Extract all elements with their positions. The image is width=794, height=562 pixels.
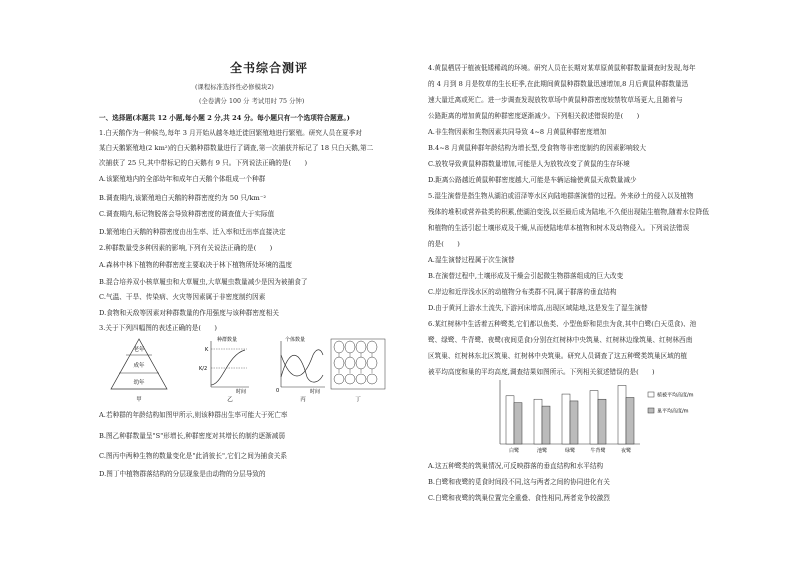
question-line: 6.某红树林中生活着五种鹭类,它们都以鱼类、小型鱼虾和昆虫为食,其中白鹭(白天觅食)、池	[428, 320, 697, 328]
figure-label-yi: 乙	[227, 397, 233, 403]
option-line: C.放牧导致黄鼠种群数量增加,可能是人为放牧改变了黄鼠的生存环境	[428, 160, 630, 168]
bar-vegetation-4	[618, 385, 626, 444]
s-curve-figure	[199, 336, 249, 403]
bing-xlabel: 时间	[310, 389, 321, 395]
question-line: 4.黄鼠栖居于植被低矮稀疏的环境。研究人员在长期对某草原黄鼠种群数量调查时发现,每年	[428, 64, 696, 72]
option-line: C.白鹭和夜鹭的筑巢位置完全重叠、食性相同,两者竞争较激烈	[428, 494, 610, 502]
s-curve-ylabel: 种群数量	[217, 337, 238, 343]
question-line: 和植物的生活引起土壤形成及干燥,从而使陆地草本植物和树木及动物侵入。下列说法错误	[428, 224, 690, 232]
bar-nest-4	[626, 398, 634, 445]
option-line: A.非生物因素和生物因素共同导致 4~8 月黄鼠种群密度增加	[428, 128, 607, 136]
legend-label-nest: 巢平均高度/m	[657, 408, 689, 415]
option-line: C.图丙中两种生物的数量变化是"此消彼长",它们之间为捕食关系	[99, 452, 288, 460]
k-label: K	[205, 347, 209, 353]
x-tick-label: 池鹭	[536, 448, 548, 454]
question-line: 残体的堆积或营养盐类的积累,使湖泊变浅,以至最后成为陆地,不久便出现陆生植物,随着水位降低	[428, 208, 709, 216]
option-line: A.若种群的年龄结构如图甲所示,则该种群出生率可能大于死亡率	[99, 411, 288, 419]
option-line: D.食物和天敌等因素对种群数量的作用强度与该种群密度相关	[99, 309, 279, 317]
option-line: B.调查期内,该繁殖地白天鹅的种群密度约为 50 只/km⁻²	[99, 194, 267, 202]
option-line: C.调查期内,标记物脱落会导致种群密度的调查值大于实际值	[99, 210, 275, 218]
heron-nest-bar-chart	[488, 378, 728, 456]
predator-prey-figure	[276, 336, 325, 403]
question-line: 的 4 月到 8 月是牧草的生长旺季,在此期间黄鼠种群数量迅速增加,8 月后黄鼠种群数量迅	[428, 80, 689, 88]
question-line: 某白天鹅繁殖地(2 km²)的白天鹅种群数量进行了调查,第一次捕获并标记了 18 只白天鹅,第二	[99, 144, 374, 152]
exam-meta: (全卷满分 100 分 考试用时 75 分钟)	[199, 98, 305, 105]
bar-nest-3	[598, 399, 606, 444]
question-line: 2.种群数量受多种因素的影响,下列有关说法正确的是( )	[99, 244, 273, 252]
question-line: 5.湿生演替是指生物从湖泊或沼泽等水区向陆地群落演替的过程。外来砂土的侵入以及植物	[428, 192, 694, 200]
option-line: D.距离公路越近黄鼠种群密度越大,可能是车辆运输使黄鼠天敌数量减少	[428, 176, 637, 184]
question-line: 的是( )	[428, 240, 460, 248]
question-line: 公路距离的增加黄鼠的种群密度逐渐减少。下列相关叙述错误的是( )	[428, 112, 640, 120]
question-line: 区筑巢、红树林东北区筑巢、红树林中央筑巢。研究人员调查了这五种鹭类筑巢区域的植	[428, 352, 688, 360]
legend-swatch-nest	[648, 408, 654, 413]
section-heading: 一、选择题(本题共 12 小题,每小题 2 分,共 24 分。每小题只有一个选项符合题意。)	[99, 114, 350, 122]
figure-label-jia: 甲	[136, 397, 142, 403]
option-line: A.森林中林下植物的种群密度主要取决于林下植物所处环境的温度	[99, 261, 292, 269]
bar-vegetation-2	[562, 394, 570, 444]
option-line: A.这五种鹭类的筑巢情况,可反映群落的垂直结构和水平结构	[428, 462, 604, 470]
figure-label-ding: 丁	[355, 397, 361, 403]
age-pyramid-figure	[111, 339, 167, 403]
page-title: 全书综合测评	[230, 61, 309, 75]
origin-label: 0	[276, 388, 280, 394]
bar-vegetation-1	[534, 399, 542, 444]
individuals-label: 个体数量	[285, 337, 306, 343]
question-line: 速大量迁离或死亡。进一步调查发现放牧草场中黄鼠种群密度较禁牧草场更大,且随着与	[428, 96, 683, 104]
option-line: D.由于黄河上游水土流失,下游河床增高,出现区域陆地,这是发生了湿生演替	[428, 304, 648, 312]
figure-label-bing: 丙	[300, 397, 306, 403]
bar-vegetation-3	[590, 391, 598, 444]
k2-label: K/2	[199, 366, 208, 372]
question-line: 鹭、绿鹭、牛背鹭、夜鹭(夜间觅食)分别在红树林中央筑巢、红树林边缘筑巢、红树林西南	[428, 336, 693, 344]
chart-legend	[648, 392, 694, 415]
option-line: B.混合培养双小核草履虫和大草履虫,大草履虫数量减少是因为被捕食了	[99, 278, 308, 286]
legend-label-vegetation: 植被平均高度/m	[657, 392, 694, 399]
x-tick-label: 牛背鹭	[590, 448, 606, 454]
pyramid-adult-label: 成年	[133, 363, 145, 369]
question-line: 被平均高度和巢的平均高度,调查结果如图所示。下列相关叙述错误的是( )	[428, 368, 655, 376]
bar-vegetation-0	[506, 396, 514, 444]
question-line: 次捕获了 25 只,其中带标记的白天鹅有 9 只。下列说法正确的是( )	[99, 159, 308, 167]
pyramid-old-label: 老年	[133, 347, 145, 353]
vegetation-layers-figure	[331, 339, 385, 403]
option-line: C.岸边和近岸浅水区的动植物分布类群不同,属于群落的垂直结构	[428, 288, 617, 296]
legend-swatch-vegetation	[648, 392, 654, 397]
pyramid-young-label: 幼年	[133, 380, 145, 386]
bar-nest-0	[514, 403, 522, 444]
subtitle: (课程标准选择性必修模块2)	[195, 84, 274, 91]
x-tick-label: 绿鹭	[564, 448, 576, 454]
option-line: A.湿生演替过程属于次生演替	[428, 256, 515, 264]
q3-figures	[99, 335, 439, 405]
option-line: B.图乙种群数量呈"S"形增长,种群密度对其增长的制约逐渐减弱	[99, 432, 286, 440]
option-line: B.白鹭和夜鹭的觅食时间段不同,这与两者之间的协同进化有关	[428, 478, 610, 486]
x-tick-label: 白鹭	[508, 448, 520, 454]
option-line: D.繁殖地白天鹅的种群密度由出生率、迁入率和迁出率直接决定	[99, 228, 286, 236]
option-line: B.在演替过程中,土壤形成及干燥会引起微生物群落组成的巨大改变	[428, 272, 624, 280]
option-line: B.4~8 月黄鼠种群年龄结构为增长型,受食物等非密度制约的因素影响较大	[428, 144, 647, 152]
option-line: C.气温、干旱、传染病、火灾等因素属于非密度制约因素	[99, 293, 266, 301]
option-line: D.图丁中植物群落结构的分层现象是由动物的分层导致的	[99, 470, 266, 478]
question-line: 1.白天鹅作为一种候鸟,每年 3 月开始从越冬地迁徙回繁殖地进行繁殖。研究人员在夏季对	[99, 129, 362, 137]
bar-nest-2	[570, 401, 578, 444]
x-tick-label: 夜鹭	[620, 448, 632, 454]
s-curve-xlabel: 时间	[236, 389, 247, 395]
question-line: 3.关于下列四幅图的表述正确的是( )	[99, 324, 217, 332]
option-line: A.该繁殖地内的全部幼年和成年白天鹅个体组成一个种群	[99, 175, 266, 183]
bar-nest-1	[542, 406, 550, 444]
